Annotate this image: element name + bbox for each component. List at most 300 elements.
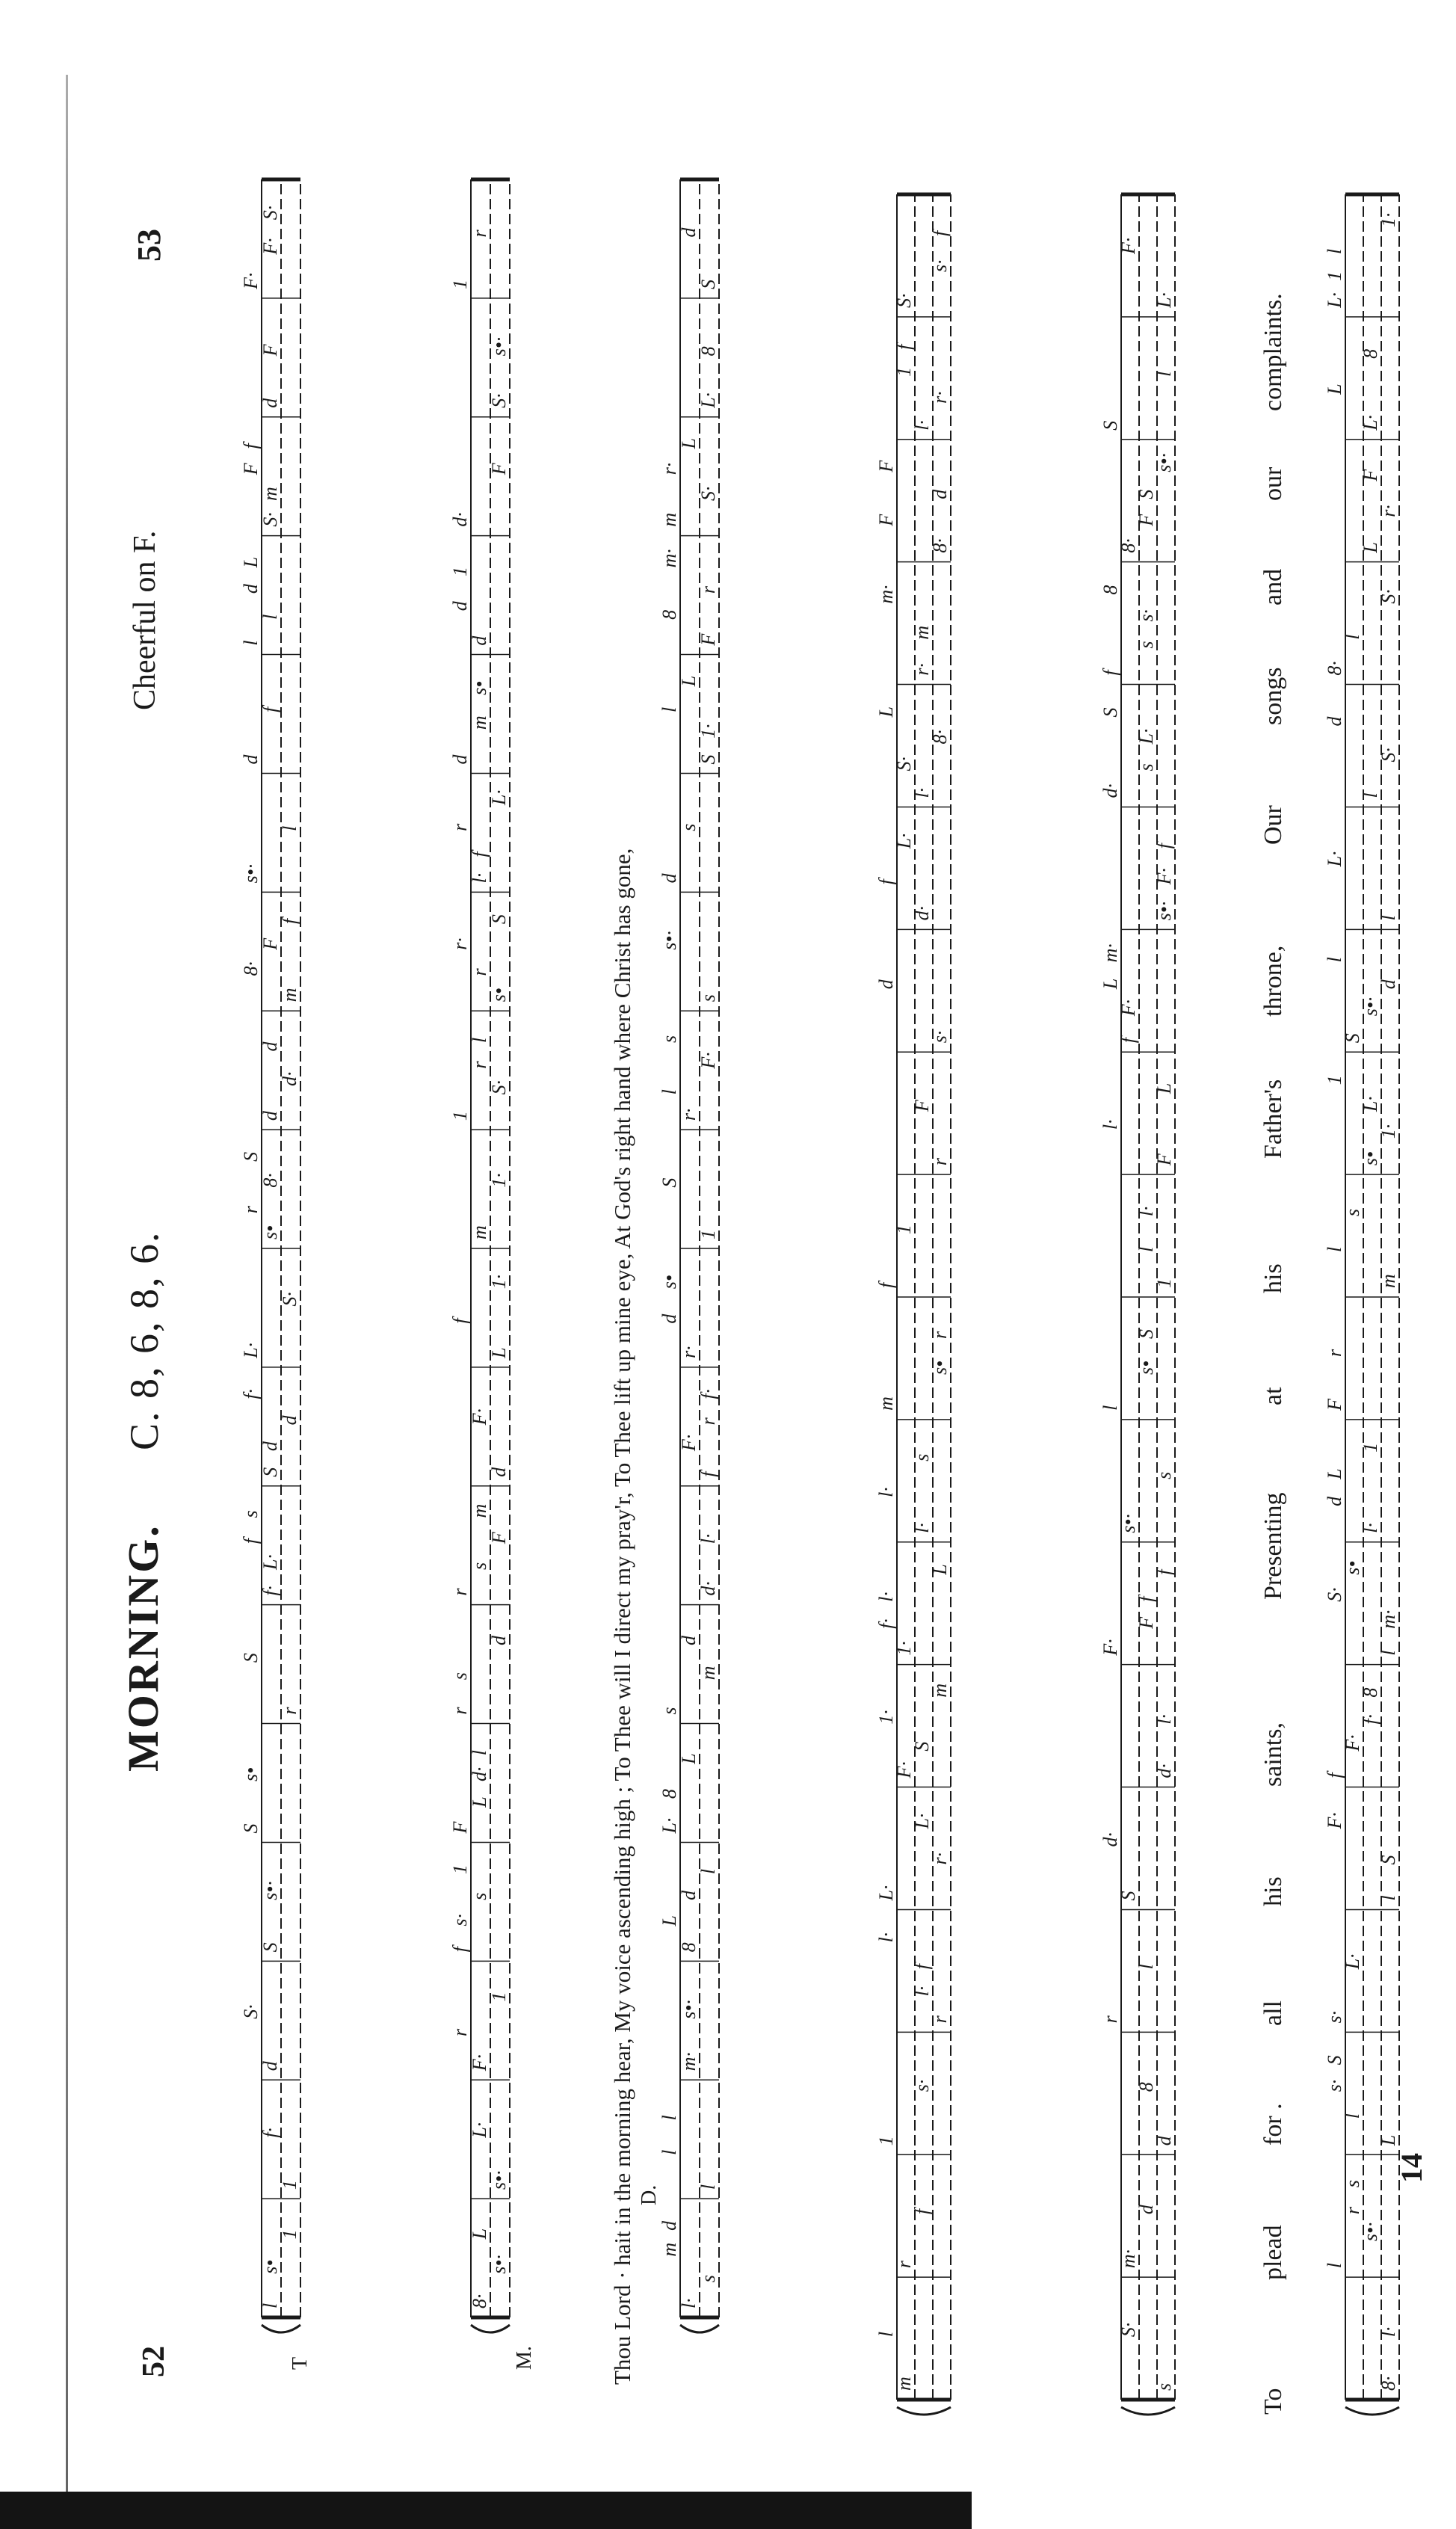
solfa-syllable: l· [911,787,933,798]
solfa-syllable: s [697,2275,719,2283]
solfa-syllable: F· [1342,1734,1363,1752]
lyric-word: saints, [1259,1722,1287,1787]
solfa-syllable: 1· [488,1274,510,1290]
solfa-syllable: r [469,230,490,238]
solfa-syllable: F [449,1821,471,1834]
solfa-syllable: f· [259,2127,281,2138]
solfa-syllable: r [469,1061,490,1069]
system-brace [262,2325,300,2332]
solfa-syllable: s [1342,2180,1363,2188]
solfa-syllable: m [875,1396,897,1411]
solfa-syllable: 1 [697,1230,719,1239]
solfa-syllable: F· [1153,867,1175,885]
solfa-syllable: S [488,914,510,925]
solfa-syllable: l· [678,2298,700,2308]
solfa-syllable: d [449,754,471,765]
solfa-syllable: d [259,1041,281,1052]
solfa-syllable: r· [929,391,951,404]
solfa-syllable: F [259,937,281,950]
scan-page-edge-left [66,75,68,2497]
solfa-syllable: s•· [488,2170,510,2190]
solfa-syllable: S [697,279,719,289]
solfa-syllable: L· [1153,292,1175,308]
solfa-syllable: S [697,754,719,765]
solfa-syllable: L· [1360,414,1381,431]
solfa-syllable: 1 [279,2180,300,2190]
system-brace [471,2325,510,2332]
solfa-syllable: s [697,994,719,1002]
lyric-word: To [1259,2388,1287,2415]
solfa-syllable: r [929,2015,951,2024]
solfa-syllable: F [1324,1398,1345,1411]
solfa-syllable: 8· [1324,661,1345,676]
lyric-word: our [1259,466,1287,501]
solfa-syllable: L [929,1564,951,1575]
solfa-syllable: f [469,851,490,857]
solfa-syllable: l [259,2302,281,2308]
solfa-syllable: L [658,1915,680,1926]
solfa-syllable: s• [259,1225,281,1239]
solfa-syllable: d [259,2061,281,2071]
solfa-syllable: s• [929,1360,951,1375]
solfa-syllable: L· [1342,1953,1363,1970]
solfa-syllable: s· [1324,2010,1345,2024]
solfa-syllable: s•· [678,2000,700,2019]
solfa-syllable: F [1135,1616,1157,1629]
printer-signature: 14 [1395,2153,1428,2183]
solfa-syllable: s [240,1510,262,1518]
solfa-syllable: r· [678,1108,700,1121]
solfa-syllable: L [875,706,897,718]
solfa-syllable: l· [875,1591,897,1602]
solfa-syllable: f· [875,1618,897,1629]
solfa-syllable: S· [259,205,281,221]
solfa-syllable: f [1117,1037,1139,1044]
solfa-syllable: L [469,1796,490,1808]
solfa-syllable: f [1135,1596,1157,1602]
voice-label-treble: T [289,2356,312,2370]
solfa-syllable: L· [1324,851,1345,867]
solfa-syllable: s•· [1360,2222,1381,2242]
solfa-syllable: F [488,1532,510,1544]
solfa-syllable: m [658,512,680,527]
solfa-syllable: s [1342,1208,1363,1217]
solfa-syllable: r [449,2028,471,2036]
notation-glyphs [240,206,1399,2391]
solfa-syllable: m [929,1683,951,1698]
system-brace [1345,2407,1399,2415]
solfa-syllable: S [1378,1855,1399,1865]
solfa-syllable: r· [929,1852,951,1865]
voice-label-bass: D. [638,2184,661,2205]
solfa-syllable: d [1324,1496,1345,1506]
lyric-word: his [1259,1263,1287,1293]
solfa-syllable: d [1378,979,1399,990]
solfa-syllable: s•· [658,931,680,950]
solfa-syllable: F· [1324,1812,1345,1829]
solfa-syllable: 8 [1360,348,1381,359]
solfa-syllable: f· [1360,1713,1381,1725]
solfa-syllable: s [678,823,700,831]
solfa-syllable: f [1153,1569,1175,1575]
solfa-syllable: l [1378,915,1399,921]
solfa-syllable: S· [1378,747,1399,763]
lyric-word: all [1259,2000,1287,2026]
solfa-syllable: S· [697,486,719,501]
solfa-syllable: L [1153,1082,1175,1094]
hymn-title: MORNING. [119,1524,167,1772]
solfa-syllable: l· [911,1986,933,1997]
lyric-word: Presenting [1259,1492,1287,1600]
solfa-syllable: s• [240,1766,262,1781]
solfa-syllable: L· [240,1342,262,1358]
solfa-syllable: F· [1117,999,1139,1017]
solfa-syllable: s [1153,2382,1175,2391]
solfa-syllable: s· [929,259,951,272]
solfa-syllable: s [469,1892,490,1900]
solfa-syllable: l [279,825,300,831]
solfa-syllable: l [1135,1964,1157,1970]
solfa-syllable: d· [911,905,933,921]
solfa-syllable: r [449,823,471,831]
solfa-syllable: 1· [875,1710,897,1725]
staff-systems [262,179,1399,2415]
solfa-syllable: 1· [893,1641,915,1656]
solfa-syllable: S· [279,1291,300,1307]
solfa-syllable: f [911,1964,933,1970]
solfa-syllable: 1 [893,366,915,377]
solfa-syllable: F· [697,1052,719,1069]
lyric-word: for . [1259,2103,1287,2146]
page-number-left: 52 [137,2346,171,2377]
solfa-syllable: s• [1135,1360,1157,1375]
lyric-line-verse-1: Thou Lord · hait in the morning hear, My voice ascending high ; To Thee will I direct my pray'r, To Thee lift up mine eye, At God's right hand where Christ has gone, [609,848,635,2385]
solfa-syllable: F· [259,238,281,255]
lyric-word: throne, [1259,945,1287,1017]
solfa-syllable: d· [279,1071,300,1086]
solfa-syllable: l· [1378,2326,1399,2338]
lyric-word: songs [1259,667,1287,725]
solfa-syllable: d [488,1635,510,1645]
solfa-syllable: L [488,1347,510,1358]
solfa-syllable: 1· [488,1173,510,1188]
solfa-syllable: 1 [279,2229,300,2240]
solfa-syllable: s•· [259,1881,281,1900]
solfa-syllable: l [1099,1405,1121,1411]
solfa-syllable: 1 [449,1111,471,1121]
solfa-syllable: f· [259,1585,281,1596]
solfa-syllable: r· [911,662,933,676]
solfa-syllable: l· [875,1932,897,1943]
solfa-syllable: l· [875,1487,897,1497]
solfa-syllable: 8· [929,730,951,745]
solfa-syllable: L· [259,1553,281,1570]
solfa-syllable: 8· [1117,538,1139,553]
solfa-syllable: m [658,2242,680,2257]
solfa-syllable: 1 [1324,271,1345,281]
solfa-syllable: L [469,2228,490,2240]
solfa-syllable: l· [1099,1119,1121,1130]
solfa-syllable: l [1342,2113,1363,2119]
solfa-syllable: d [658,2220,680,2231]
solfa-syllable: m· [875,585,897,604]
solfa-syllable: 1 [893,1225,915,1235]
solfa-syllable: m [697,1666,719,1681]
solfa-syllable: L· [658,1817,680,1834]
solfa-syllable: 8 [658,609,680,620]
solfa-syllable: l [875,2331,897,2338]
solfa-syllable: r [1324,1349,1345,1357]
solfa-syllable: F· [678,1434,700,1452]
solfa-syllable: s• [259,2259,281,2274]
solfa-syllable: r [697,585,719,594]
solfa-syllable: l [697,1868,719,1875]
system-brace [897,2407,951,2415]
solfa-syllable: r [1099,2015,1121,2024]
solfa-syllable: l [240,640,262,646]
solfa-syllable: S [259,1467,281,1477]
solfa-syllable: 1 [1153,1278,1175,1288]
solfa-syllable: d· [697,1581,719,1596]
solfa-syllable: 8· [240,961,262,976]
hymn-page [82,37,1456,2430]
lyric-line-verse-2 [1259,37,1297,2430]
solfa-syllable: m· [678,2051,700,2071]
solfa-syllable: d [929,489,951,499]
solfa-syllable: m [893,2376,915,2391]
solfa-syllable: L [1324,383,1345,395]
solfa-syllable: d [678,227,700,238]
solfa-syllable: S [259,1942,281,1953]
solfa-syllable: S [240,1653,262,1663]
lyric-word: at [1259,1387,1287,1405]
solfa-syllable: r [1342,2207,1363,2215]
solfa-syllable: 1 [449,279,471,289]
solfa-syllable: L· [1135,728,1157,745]
solfa-syllable: d [259,1441,281,1452]
solfa-syllable: l [1135,1246,1157,1253]
solfa-syllable: S· [259,512,281,527]
solfa-syllable: S [1099,420,1121,431]
solfa-syllable: f [875,1282,897,1288]
solfa-syllable: L· [911,1813,933,1829]
solfa-syllable: s• [488,987,510,1002]
solfa-syllable: m [279,988,300,1002]
solfa-syllable: l [1324,1246,1345,1253]
solfa-syllable: 1· [1378,212,1399,227]
solfa-syllable: d [678,1890,700,1900]
solfa-syllable: l· [1135,1206,1157,1217]
solfa-syllable: m [259,487,281,501]
solfa-syllable: s•· [1360,996,1381,1017]
solfa-syllable: L· [697,392,719,408]
solfa-syllable: S· [1378,589,1399,604]
solfa-syllable: F· [1117,237,1139,254]
solfa-syllable: F· [1099,1639,1121,1656]
solfa-syllable: r· [1378,505,1399,517]
solfa-syllable: s•· [240,863,262,884]
solfa-syllable: f [697,1471,719,1477]
solfa-syllable: F [875,514,897,526]
solfa-syllable: l [658,2115,680,2121]
solfa-syllable: l [469,1037,490,1043]
solfa-syllable: S· [1117,2322,1139,2338]
solfa-syllable: d [449,601,471,612]
solfa-syllable: d [1135,2205,1157,2215]
scan-page-edge-bottom [0,2492,972,2529]
solfa-syllable: l· [469,872,490,884]
solfa-syllable: r [279,1707,300,1715]
solfa-syllable: s• [1360,1150,1381,1166]
solfa-syllable: s• [658,1275,680,1290]
solfa-syllable: S [1135,1328,1157,1339]
solfa-syllable: s•· [1153,453,1175,472]
solfa-syllable: f [259,706,281,712]
solfa-syllable: S [1342,1033,1363,1044]
solfa-syllable: r [469,968,490,976]
solfa-syllable: S [658,1177,680,1188]
solfa-syllable: d [259,1111,281,1121]
solfa-syllable: s [658,1035,680,1043]
solfa-syllable: l [259,614,281,620]
solfa-syllable: d· [449,512,471,527]
solfa-syllable: S [1099,707,1121,718]
solfa-syllable: 8· [929,538,951,553]
solfa-syllable: s [449,1672,471,1681]
solfa-syllable: s· [449,1913,471,1926]
music-notation [82,37,1456,2430]
solfa-syllable: L [240,556,262,568]
solfa-syllable: m [469,715,490,730]
solfa-syllable: 8 [1360,1687,1381,1698]
solfa-syllable: f [893,344,915,350]
solfa-syllable: l [1360,792,1381,798]
solfa-syllable: 1 [449,1864,471,1875]
solfa-syllable: F [911,1100,933,1112]
solfa-syllable: f [449,1318,471,1324]
system-brace [680,2325,719,2332]
solfa-syllable: 8· [259,1173,281,1188]
solfa-syllable: F· [469,1408,490,1426]
solfa-syllable: 8 [1135,2082,1157,2092]
solfa-syllable: f [240,1538,262,1544]
solfa-syllable: l [658,706,680,712]
solfa-syllable: L [678,438,700,449]
solfa-syllable: r· [449,937,471,950]
lyric-word: Our [1259,805,1287,845]
solfa-syllable: f [279,918,300,925]
solfa-syllable: s•· [1117,1514,1139,1533]
solfa-syllable: r· [658,462,680,475]
solfa-syllable: F [240,463,262,475]
solfa-syllable: 8 [658,1789,680,1799]
solfa-syllable: d [240,584,262,594]
solfa-syllable: d [658,1313,680,1324]
solfa-syllable: 1 [488,1992,510,2002]
solfa-syllable: 8 [678,1942,700,1953]
solfa-syllable: m· [658,549,680,568]
solfa-syllable: F [1135,514,1157,526]
solfa-syllable: l [1324,2262,1345,2269]
solfa-syllable: 1 [449,566,471,576]
solfa-syllable: S [1117,1891,1139,1901]
solfa-syllable: s•· [1153,901,1175,921]
solfa-syllable: l [1153,371,1175,377]
solfa-syllable: s· [929,1030,951,1044]
solfa-syllable: l [697,2184,719,2190]
solfa-syllable: S [1324,2055,1345,2066]
solfa-syllable: S· [240,2004,262,2019]
solfa-syllable: 8· [1378,2376,1399,2391]
solfa-syllable: r [929,1331,951,1339]
solfa-syllable: S· [488,1079,510,1095]
solfa-syllable: F [488,463,510,475]
lyric-word: complaints. [1259,293,1287,411]
solfa-syllable: m [469,1503,490,1518]
solfa-syllable: L· [893,833,915,849]
solfa-syllable: f [449,1947,471,1953]
solfa-syllable: d [259,398,281,408]
solfa-syllable: f [929,230,951,236]
solfa-syllable: L· [875,1885,897,1901]
solfa-syllable: 1· [1378,1124,1399,1139]
solfa-syllable: l [1378,1895,1399,1901]
solfa-syllable: l [469,1750,490,1756]
solfa-syllable: L [1099,978,1121,990]
solfa-syllable: L [1324,1468,1345,1479]
solfa-syllable: s [469,1562,490,1570]
solfa-syllable: r [449,1588,471,1596]
solfa-syllable: m· [1099,943,1121,963]
solfa-syllable: m [911,625,933,640]
solfa-syllable: L· [469,2122,490,2138]
solfa-syllable: r [929,1157,951,1166]
solfa-syllable: S [1135,489,1157,499]
solfa-syllable: s• [469,680,490,695]
solfa-syllable: d· [469,1766,490,1781]
solfa-syllable: l [1378,1650,1399,1656]
solfa-syllable: F [1360,469,1381,481]
lyric-word: his [1259,1876,1287,1906]
solfa-syllable: m· [1378,1609,1399,1629]
solfa-syllable: l [658,2149,680,2155]
solfa-syllable: l· [911,1523,933,1533]
lyric-word: and [1259,568,1287,606]
solfa-syllable: l· [1153,1713,1175,1725]
solfa-syllable: r [893,2260,915,2269]
solfa-syllable: L· [1324,292,1345,308]
solfa-syllable: F [259,344,281,357]
solfa-syllable: f [875,879,897,885]
solfa-syllable: f [1324,1772,1345,1778]
solfa-syllable: f [240,443,262,449]
solfa-syllable: F [697,633,719,646]
solfa-syllable: f [911,2208,933,2215]
solfa-syllable: S· [893,756,915,771]
lyric-word: Father's [1259,1079,1287,1159]
solfa-syllable: L· [488,789,510,806]
solfa-syllable: d· [1099,783,1121,798]
solfa-syllable: d· [1153,1763,1175,1778]
solfa-syllable: s•· [488,2254,510,2274]
solfa-syllable: d [469,635,490,646]
solfa-syllable: 8· [469,2294,490,2308]
solfa-syllable: F· [469,2054,490,2071]
solfa-syllable: d [488,1467,510,1477]
solfa-syllable: l· [1360,1523,1381,1533]
solfa-syllable: f [1099,670,1121,676]
solfa-syllable: S [911,1741,933,1752]
